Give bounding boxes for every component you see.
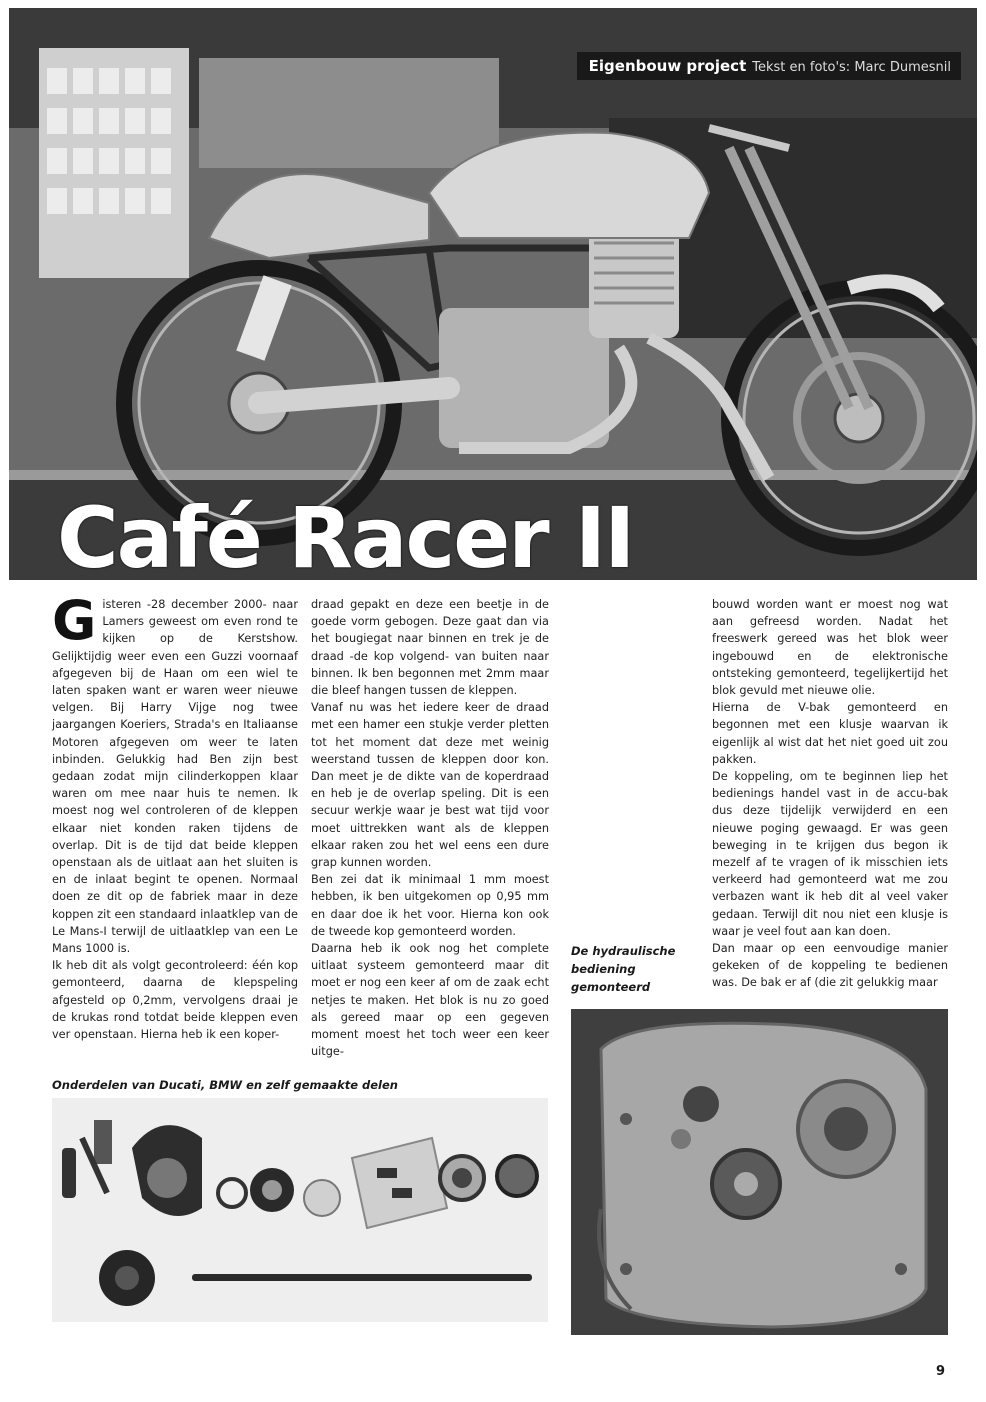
paragraph: Dan maar op een eenvoudige manier gekeken of de koppeling te bedienen was. De bak er af (die zit gelukkig maar: [712, 942, 948, 990]
gearbox-photo: [571, 1009, 948, 1335]
article-column-1: [52, 589, 298, 1043]
page-number: 9: [936, 1364, 946, 1379]
parts-photo: [52, 1098, 548, 1322]
paragraph: [52, 589, 298, 957]
paragraph: Daarna heb ik ook nog het complete uitlaat systeem gemonteerd maar dit moet er nog een keer af om de zaak echt netjes te maken. Het blok is nu zo goed als gereed maar op een gegeven moment moest het toch weer een keer uitge-: [311, 942, 549, 1059]
parts-photo-caption: Onderdelen van Ducati, BMW en zelf gemaakte delen: [52, 1078, 398, 1092]
paragraph: De koppeling, om te beginnen liep het bedienings handel vast in de accu-bak dus deze tijdelijk verwijderd en een nieuwe poging gewaagd. Er was geen beweging in te krijgen dus begon ik mezelf af te vragen of ik misschien iets verkeerd had gemonteerd wat me zou verbazen want ik heb dit al veel vaker gedaan. Terwijl dit nou niet een klusje is waar je veel fout aan kan doen.: [712, 770, 948, 938]
gearbox-illustration: [571, 1009, 948, 1335]
drop-cap: G: [52, 589, 97, 652]
paragraph: Hierna de V-bak gemonteerd en begonnen met een klusje waarvan ik eigenlijk al wist dat het niet goed uit zou pakken.: [712, 701, 948, 766]
paragraph: Vanaf nu was het iedere keer de draad met een hamer een stukje verder pletten tot het moment dat deze met weinig weerstand tussen de kleppen door kon. Dan meet je de dikte van de koperdraad en heb je de overlap speling. Dit is een secuur werkje waar je best wat tijd voor moet uittrekken want als de kleppen elkaar raken zou het wel eens een dure grap kunnen worden.: [311, 701, 549, 870]
paragraph: bouwd worden want er moest nog wat aan gefreesd worden. Nadat het freeswerk gereed was het blok weer ingebouwd en de elektronische ontsteking gemonteerd, tegelijkertijd het blok gevuld met nieuwe olie.: [712, 598, 948, 698]
hero-photo: [9, 8, 977, 580]
photo-credit: Tekst en foto's: Marc Dumesnil: [752, 60, 951, 75]
paragraph: draad gepakt en deze een beetje in de goede vorm gebogen. Deze gaat dan via het bougiegat naar binnen en trek je de draad -de kop volgend- van buiten naar binnen. Ik ben begonnen met 2mm maar die bleef hangen tussen de kleppen.: [311, 598, 549, 698]
article-column-2: [311, 596, 549, 1060]
paragraph: Ben zei dat ik minimaal 1 mm moest hebben, ik ben uitgekomen op 0,95 mm en daar doe ik het voor. Hierna kon ook de tweede kop gemonteerd worden.: [311, 873, 549, 938]
paragraph: Ik heb dit als volgt gecontroleerd: één kop gemonteerd, daarna de klepspeling afgesteld op 0,2mm, vervolgens draai je de krukas rond totdat beide kleppen even ver openstaan. Hierna heb ik een koper-: [52, 959, 298, 1042]
article-title: Café Racer II: [57, 489, 634, 580]
section-header: [577, 52, 961, 80]
article-column-3: [712, 596, 948, 992]
paragraph-text: isteren -28 december 2000- naar Lamers geweest om even rond te kijken op de Kerstshow. Gelijktijdig weer even een Guzzi voornaaf afgegeven bij de Haan om een wiel te laten spaken want er waren weer nieuwe velgen. Bij Harry Vijge nog twee jaargangen Koeriers, Strada's en Italiaanse Motoren afgegeven om weer te laten inbinden. Gelukkig had Ben zijn best gedaan zodat mijn cilinderkoppen klaar waren om mee naar huis te nemen. Ik moest nog wel controleren of de kleppen elkaar niet konden raken tijdens de overlap. Dit is de tijd dat beide kleppen openstaan als de uitlaat aan het sluiten is en de inlaat begint te openen. Normaal doen ze dit op de fabriek maar in deze koppen zit een standaard inlaatklep van de Le Mans-I terwijl de uitlaatklep van een Le Mans 1000 is.: [52, 598, 298, 956]
parts-illustration: [52, 1098, 548, 1322]
section-label: Eigenbouw project: [588, 57, 747, 75]
gearbox-photo-caption: De hydraulische bediening gemonteerd: [571, 944, 676, 994]
